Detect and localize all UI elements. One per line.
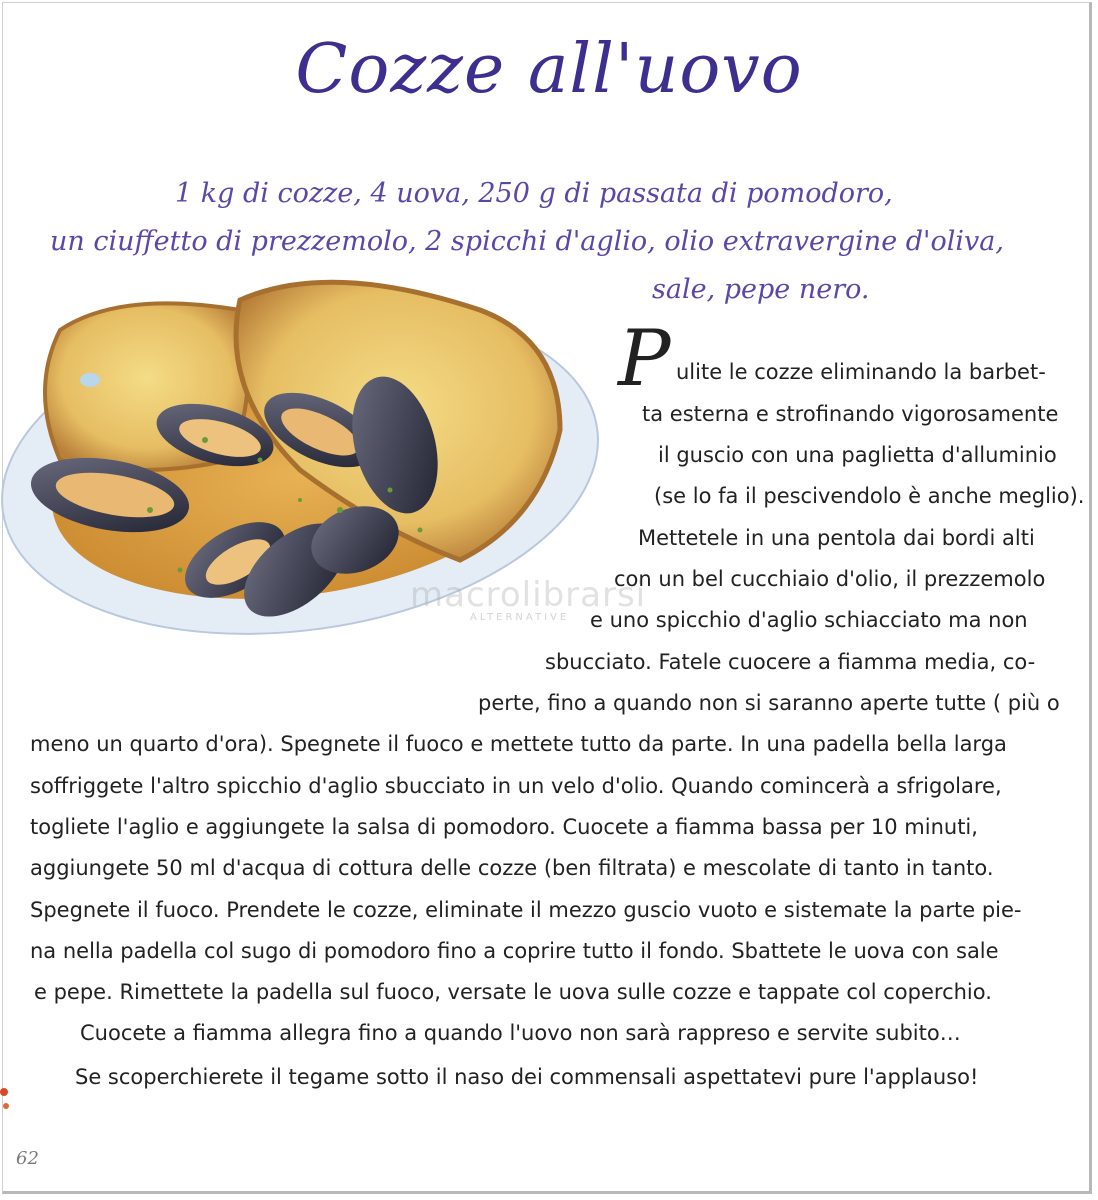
text-line: na nella padella col sugo di pomodoro fino a coprire tutto il fondo. Sbattete le uova con sale bbox=[30, 939, 999, 963]
flower-decoration bbox=[0, 1082, 14, 1122]
text-line: togliete l'aglio e aggiungete la salsa di pomodoro. Cuocete a fiamma bassa per 10 minuti, bbox=[30, 815, 978, 839]
ingredients-line: 1 kg di cozze, 4 uova, 250 g di passata di pomodoro, bbox=[175, 178, 893, 209]
watermark: macrolibrarsi bbox=[410, 575, 647, 615]
text-line: il guscio con una paglietta d'alluminio bbox=[658, 443, 1057, 467]
text-line: (se lo fa il pescivendolo è anche meglio). bbox=[654, 484, 1085, 508]
text-line: sbucciato. Fatele cuocere a fiamma media, co- bbox=[545, 650, 1036, 674]
text-line: perte, fino a quando non si saranno aperte tutte ( più o bbox=[478, 691, 1060, 715]
ingredients-line: un ciuffetto di prezzemolo, 2 spicchi d'aglio, olio extravergine d'oliva, bbox=[50, 226, 1004, 257]
drop-cap: P bbox=[618, 314, 671, 404]
text-line: meno un quarto d'ora). Spegnete il fuoco e mettete tutto da parte. In una padella bella larga bbox=[30, 732, 1007, 756]
text-line: Spegnete il fuoco. Prendete le cozze, eliminate il mezzo guscio vuoto e sistemate la parte pie- bbox=[30, 898, 1022, 922]
text-line: ulite le cozze eliminando la barbet- bbox=[676, 360, 1046, 384]
text-line: con un bel cucchiaio d'olio, il prezzemolo bbox=[614, 567, 1046, 591]
text-line: Mettetele in una pentola dai bordi alti bbox=[638, 526, 1035, 550]
text-line: Cuocete a fiamma allegra fino a quando l'uovo non sarà rappreso e servite subito… bbox=[80, 1021, 961, 1045]
text-line: e pepe. Rimettete la padella sul fuoco, versate le uova sulle cozze e tappate col coperchio. bbox=[34, 980, 992, 1004]
watermark-subtitle: ALTERNATIVE bbox=[470, 612, 570, 623]
text-line: soffriggete l'altro spicchio d'aglio sbucciato in un velo d'olio. Quando comincerà a sfrigolare, bbox=[30, 774, 1002, 798]
text-line: aggiungete 50 ml d'acqua di cottura delle cozze (ben filtrata) e mescolate di tanto in tanto. bbox=[30, 856, 994, 880]
ingredients-line: sale, pepe nero. bbox=[652, 274, 870, 305]
text-line: Se scoperchierete il tegame sotto il naso dei commensali aspettatevi pure l'applauso! bbox=[75, 1065, 979, 1089]
text-line: ta esterna e strofinando vigorosamente bbox=[642, 402, 1059, 426]
recipe-title: Cozze all'uovo bbox=[295, 30, 803, 109]
page-number: 62 bbox=[16, 1148, 39, 1169]
text-line: e uno spicchio d'aglio schiacciato ma non bbox=[590, 608, 1028, 632]
